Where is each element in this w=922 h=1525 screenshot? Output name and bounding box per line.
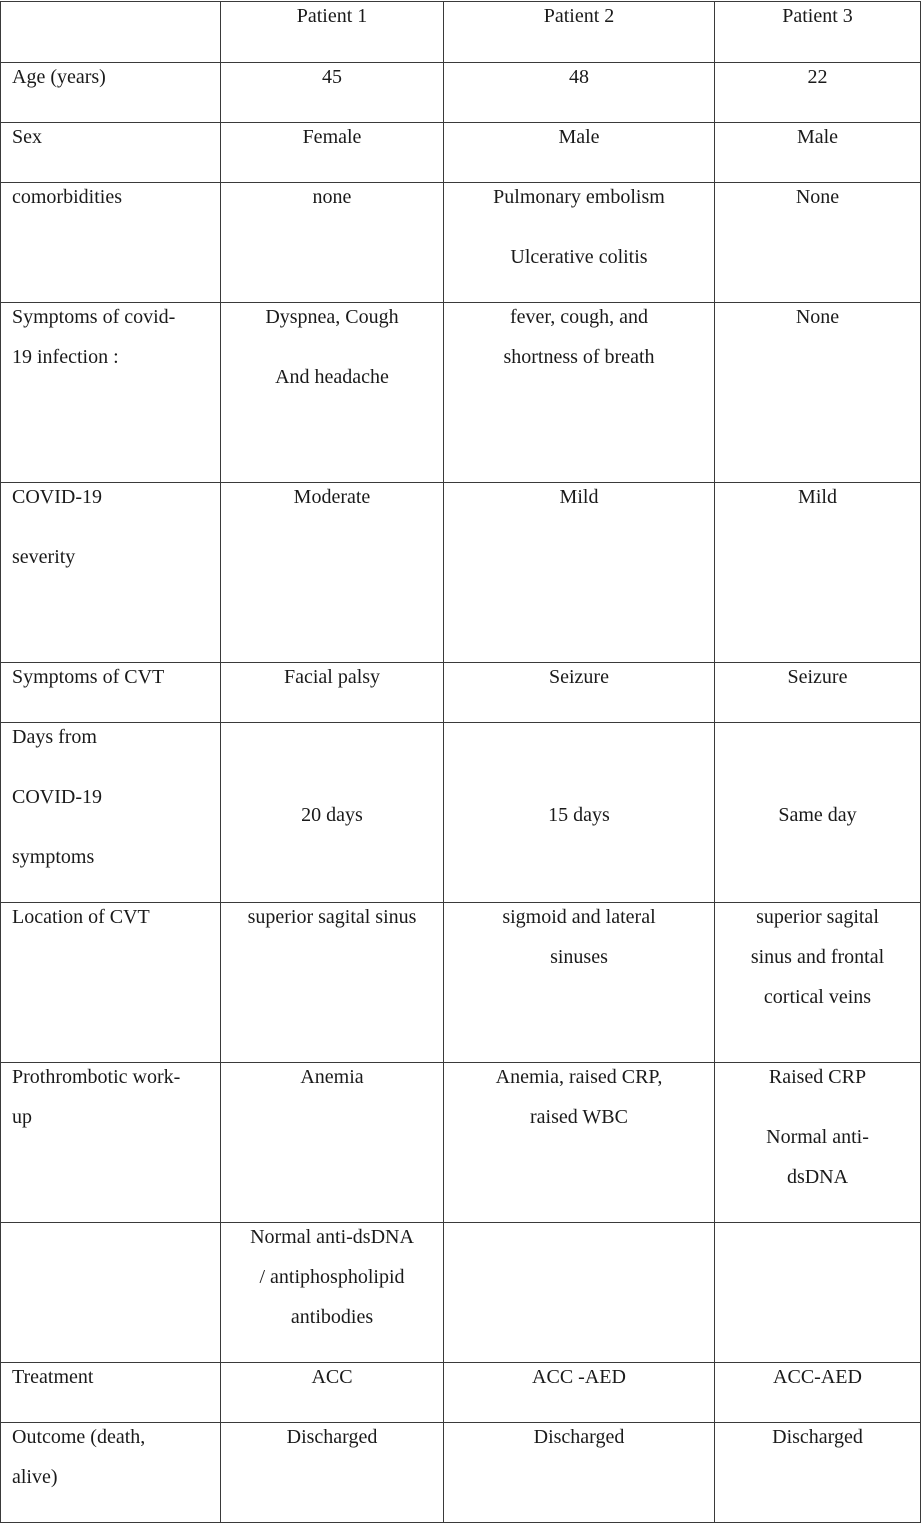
cell-patient-3: Discharged bbox=[715, 1423, 921, 1523]
row-label: COVID-19 severity bbox=[1, 483, 221, 663]
table-row-days-from-symptoms bbox=[1, 723, 921, 903]
row-label: Prothrombotic work- up bbox=[1, 1063, 221, 1223]
row-label: Days from COVID-19 symptoms bbox=[1, 723, 221, 903]
cell-patient-1: superior sagital sinus bbox=[221, 903, 444, 1063]
table-row-outcome bbox=[1, 1423, 921, 1523]
cell-patient-1: 45 bbox=[221, 63, 444, 123]
table-row-age bbox=[1, 63, 921, 123]
cell-patient-2: Mild bbox=[444, 483, 715, 663]
row-label: comorbidities bbox=[1, 183, 221, 303]
patient-case-table bbox=[0, 1, 921, 1523]
row-label: Symptoms of covid- 19 infection : bbox=[1, 303, 221, 483]
row-label: Symptoms of CVT bbox=[1, 663, 221, 723]
cell-patient-2: 48 bbox=[444, 63, 715, 123]
cell-patient-2: fever, cough, and shortness of breath bbox=[444, 303, 715, 483]
table-row-sex bbox=[1, 123, 921, 183]
cell-patient-2 bbox=[444, 1223, 715, 1363]
header-patient-2: Patient 2 bbox=[444, 2, 715, 63]
cell-patient-1: none bbox=[221, 183, 444, 303]
cell-patient-2: 15 days bbox=[444, 723, 715, 903]
row-label: Outcome (death, alive) bbox=[1, 1423, 221, 1523]
table-row-workup-continued bbox=[1, 1223, 921, 1363]
cell-patient-3: ACC-AED bbox=[715, 1363, 921, 1423]
header-row bbox=[1, 2, 921, 63]
row-label: Sex bbox=[1, 123, 221, 183]
table-row-covid-symptoms bbox=[1, 303, 921, 483]
cell-patient-2: Seizure bbox=[444, 663, 715, 723]
cell-patient-2: Pulmonary embolism Ulcerative colitis bbox=[444, 183, 715, 303]
cell-patient-1: ACC bbox=[221, 1363, 444, 1423]
header-patient-1: Patient 1 bbox=[221, 2, 444, 63]
cell-patient-2: ACC -AED bbox=[444, 1363, 715, 1423]
cell-patient-1: Dyspnea, Cough And headache bbox=[221, 303, 444, 483]
cell-patient-2: Male bbox=[444, 123, 715, 183]
cell-patient-2: Anemia, raised CRP, raised WBC bbox=[444, 1063, 715, 1223]
row-label bbox=[1, 1223, 221, 1363]
cell-patient-3: None bbox=[715, 183, 921, 303]
cell-patient-3: None bbox=[715, 303, 921, 483]
table-row-covid-severity bbox=[1, 483, 921, 663]
row-label: Location of CVT bbox=[1, 903, 221, 1063]
cell-patient-3: Same day bbox=[715, 723, 921, 903]
cell-patient-1: Normal anti-dsDNA / antiphospholipid antibodies bbox=[221, 1223, 444, 1363]
cell-patient-3: Mild bbox=[715, 483, 921, 663]
header-cell-empty bbox=[1, 2, 221, 63]
cell-patient-3: superior sagital sinus and frontal cortical veins bbox=[715, 903, 921, 1063]
cell-patient-1: Facial palsy bbox=[221, 663, 444, 723]
header-patient-3: Patient 3 bbox=[715, 2, 921, 63]
cell-patient-1: Moderate bbox=[221, 483, 444, 663]
cell-patient-3: Seizure bbox=[715, 663, 921, 723]
cell-patient-3: Raised CRP Normal anti- dsDNA bbox=[715, 1063, 921, 1223]
cell-patient-2: Discharged bbox=[444, 1423, 715, 1523]
table-row-cvt-location bbox=[1, 903, 921, 1063]
table-row-prothrombotic-workup bbox=[1, 1063, 921, 1223]
cell-patient-3 bbox=[715, 1223, 921, 1363]
cell-patient-1: 20 days bbox=[221, 723, 444, 903]
cell-patient-3: 22 bbox=[715, 63, 921, 123]
row-label: Age (years) bbox=[1, 63, 221, 123]
cell-patient-1: Female bbox=[221, 123, 444, 183]
cell-patient-2: sigmoid and lateral sinuses bbox=[444, 903, 715, 1063]
cell-patient-1: Discharged bbox=[221, 1423, 444, 1523]
row-label: Treatment bbox=[1, 1363, 221, 1423]
table-row-treatment bbox=[1, 1363, 921, 1423]
cell-patient-3: Male bbox=[715, 123, 921, 183]
table-row-cvt-symptoms bbox=[1, 663, 921, 723]
table-row-comorbidities bbox=[1, 183, 921, 303]
cell-patient-1: Anemia bbox=[221, 1063, 444, 1223]
